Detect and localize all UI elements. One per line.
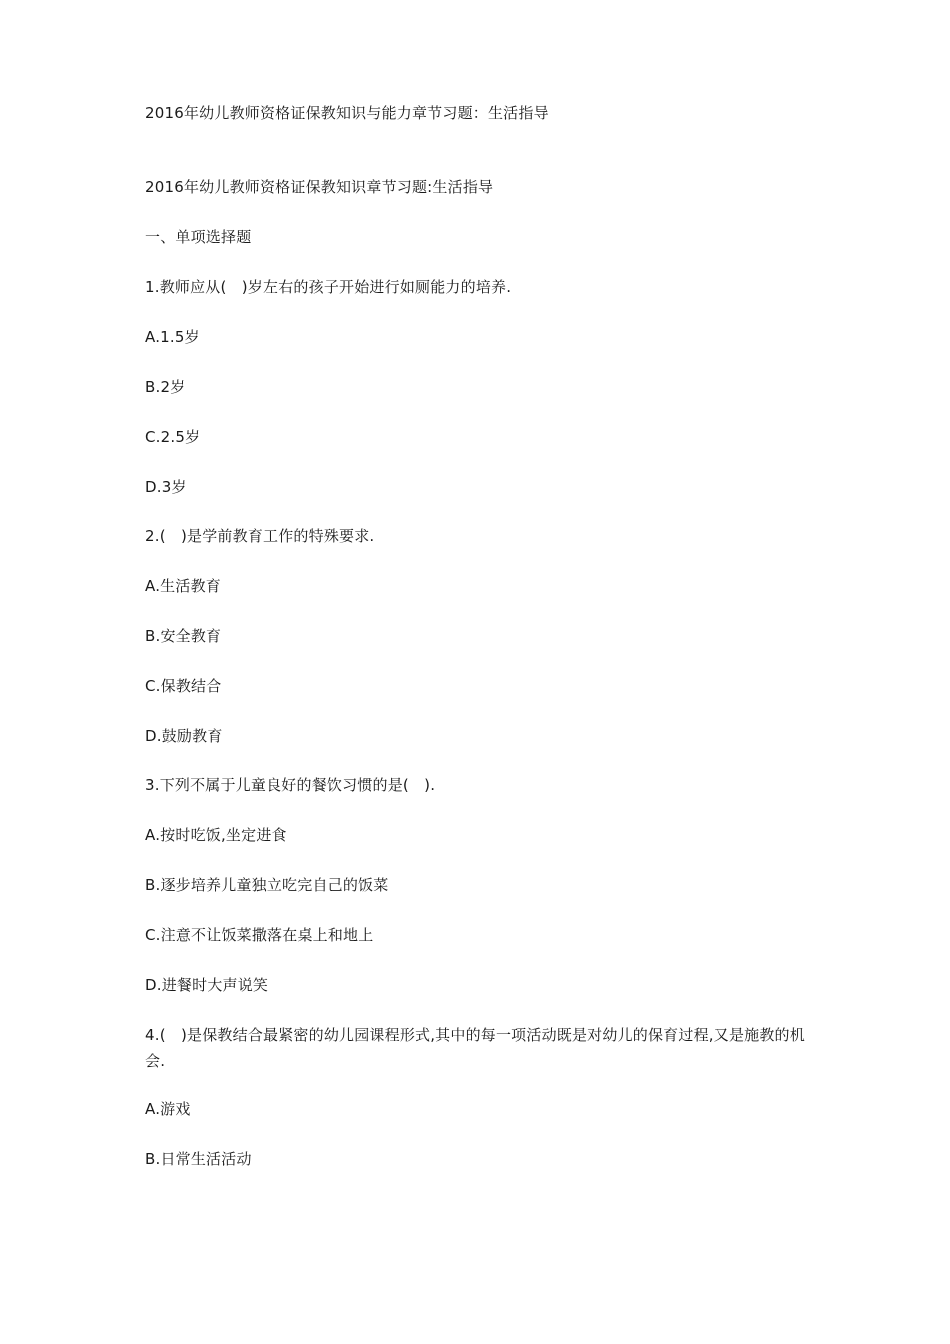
document-title: 2016年幼儿教师资格证保教知识与能力章节习题：生活指导 <box>145 104 549 122</box>
question-2-stem: 2.( )是学前教育工作的特殊要求. <box>145 527 375 545</box>
question-2-option-c: C.保教结合 <box>145 677 222 695</box>
question-1-option-b: B.2岁 <box>145 378 186 396</box>
question-2-option-d: D.鼓励教育 <box>145 727 223 745</box>
question-3-option-a: A.按时吃饭,坐定进食 <box>145 826 287 844</box>
question-1-option-a: A.1.5岁 <box>145 328 200 346</box>
question-3-stem: 3.下列不属于儿童良好的餐饮习惯的是( ). <box>145 776 436 794</box>
question-4-stem: 4.( )是保教结合最紧密的幼儿园课程形式,其中的每一项活动既是对幼儿的保育过程,又是施教的机会. <box>145 1026 805 1070</box>
section-heading: 一、单项选择题 <box>145 228 252 246</box>
question-1-option-d: D.3岁 <box>145 478 187 496</box>
question-2-option-b: B.安全教育 <box>145 627 222 645</box>
question-1-option-c: C.2.5岁 <box>145 428 201 446</box>
question-2-option-a: A.生活教育 <box>145 577 221 595</box>
question-4-option-a: A.游戏 <box>145 1100 191 1118</box>
document-subtitle: 2016年幼儿教师资格证保教知识章节习题:生活指导 <box>145 178 494 196</box>
question-3-option-c: C.注意不让饭菜撒落在桌上和地上 <box>145 926 374 944</box>
question-3-option-d: D.进餐时大声说笑 <box>145 976 269 994</box>
question-4-option-b: B.日常生活活动 <box>145 1150 252 1168</box>
question-3-option-b: B.逐步培养儿童独立吃完自己的饭菜 <box>145 876 389 894</box>
question-1-stem: 1.教师应从( )岁左右的孩子开始进行如厕能力的培养. <box>145 278 512 296</box>
